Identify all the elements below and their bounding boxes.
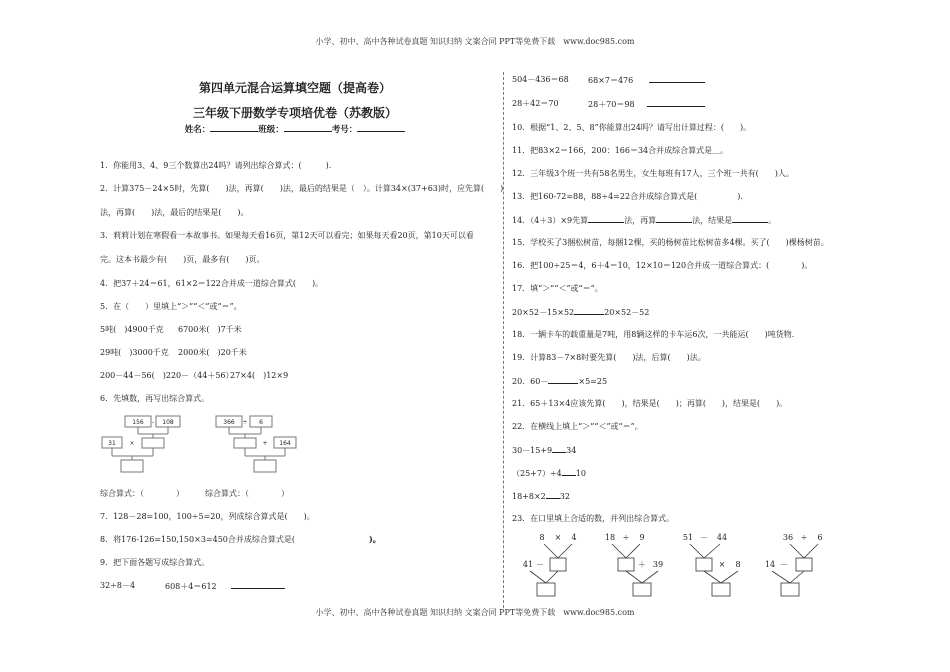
q17-left-expr: 20×52－15×52 [512,308,575,317]
class-label: 班级： [258,125,284,135]
question-14 [512,214,776,226]
q20-part-a: 20．60－ [512,377,549,386]
q23d1-op2: － [536,560,544,569]
q23d4-c: 14 [764,560,776,569]
q23d3-c: 8 [735,560,741,569]
q23d2-op2: ＋ [638,560,646,569]
question-8 [100,534,381,545]
q22c-right: 32 [559,492,570,501]
q14-part-b: 法，再算 [624,216,657,225]
r1-b-text: 68×7＝476 [588,76,634,85]
q23d4-op1: ÷ [800,533,808,542]
q23d2-op1: ÷ [622,533,630,542]
q22a-left: 30－15+9 [512,446,553,455]
exam-subtitle: 三年级下册数学专项培优卷（苏教版） [192,106,397,120]
q22a-right: 34 [566,446,577,455]
q23-diagram-4 [760,530,838,600]
q6d2-value-a: 366 [223,419,235,426]
question-16: 16．把100÷25＝4，6＋4＝10，12×10＝120合并成一道综合算式：( )。 [512,261,813,270]
q23d3-box-2[interactable] [712,583,730,596]
q9-item-b [165,580,285,592]
q23d4-op2: － [780,560,788,569]
q23d2-b: 9 [639,533,645,542]
q17-comparison [512,306,649,318]
student-info-row [100,123,490,135]
q5-row1-a: 5吨( )4900千克 [100,325,164,334]
q22b-blank[interactable] [562,467,576,476]
q6d1-value-a: 156 [132,419,144,426]
q23-diagram-2 [598,530,676,600]
question-10: 10．根据“1、2、5、8”你能算出24吗？请写出计算过程：( )。 [512,123,752,132]
q5-row3-a: 200－44－56( )220－（44＋56） [100,371,234,380]
q9-answer-blank[interactable] [231,580,285,589]
q6d1-answer-box-2[interactable] [121,460,143,472]
number-label: 考号： [331,125,358,135]
number-blank[interactable] [357,123,405,132]
question-7: 7．128－28=100，100÷5=20，列成综合算式是( )。 [100,512,315,521]
page-footer: 小学、初中、高中各种试卷真题 知识归纳 文案合同 PPT等免费下载 www.doc985.com [315,608,635,617]
question-17: 17．填“＞”“＜”或“＝”。 [512,284,603,293]
q6-diagram-2 [213,412,323,476]
question-5: 5．在（ ）里填上“＞”“＜”或“＝”。 [100,302,242,311]
q6-formula-1: 综合算式：（ ） [100,489,184,498]
question-20 [512,375,607,387]
q23d3-op1: － [700,533,708,542]
q22a-blank[interactable] [552,444,566,453]
q5-row1-b: 6700米( )7千米 [178,325,242,334]
q5-row2-a: 29吨( )3000千克 [100,348,169,357]
question-9: 9．把下面各题写成综合算式。 [100,558,210,567]
q23d1-c: 41 [522,560,534,569]
q20-part-b: ×5=25 [578,377,608,386]
q23d3-a: 51 [682,533,694,542]
q6-diagram-1 [100,412,210,476]
q22-item-a [512,444,576,456]
q23d2-c: 39 [652,560,664,569]
q22c-blank[interactable] [546,490,560,499]
q17-right-expr: 20×52－52 [604,308,650,317]
q23d2-box-1[interactable] [618,558,634,571]
class-blank[interactable] [284,123,332,132]
r2-answer-blank[interactable] [647,98,705,107]
q14-part-c: 法，结果是 [692,216,733,225]
q23-diagram-1 [520,530,598,600]
q22-item-b [512,467,586,479]
q14-blank-3[interactable] [732,214,768,223]
r2-b-text: 28＋70＝98 [588,100,635,109]
r1-a: 504－436＝68 [512,75,569,84]
question-3-line2: 完。这本书最少有( )页，最多有( )页。 [100,255,265,264]
q23d4-b: 6 [817,533,823,542]
q6-formula-2: 综合算式：（ ） [205,489,289,498]
question-4: 4．把37＋24＝61，61×2＝122合并成一道综合算式( )。 [100,279,324,288]
q23d1-b: 4 [571,533,577,542]
question-22: 22．在横线上填上“＞”“＜”或“＝”。 [512,422,643,431]
question-23: 23．在口里填上合适的数，并列出综合算式。 [512,514,675,523]
q22c-left: 18+8×2 [512,492,546,501]
q17-blank[interactable] [574,306,604,315]
q22b-right: 10 [575,469,586,478]
column-divider [503,72,504,608]
r1-b [588,74,705,86]
q23d4-a: 36 [782,533,794,542]
r1-answer-blank[interactable] [649,74,705,83]
question-3-line1: 3．莉莉计划在寒假看一本故事书。如果每天看16页，第12天可以看完；如果每天看20页，第10天可以看 [100,231,474,240]
q6d1-op2: × [129,440,135,447]
q23d4-box-2[interactable] [781,583,799,596]
q23d3-box-1[interactable] [696,558,712,571]
question-19: 19．计算83－7×8时要先算( )法，后算( )法。 [512,353,706,362]
q14-part-a: 14．（4＋3）×9先算 [512,216,589,225]
question-15: 15．学校买了3捆松树苗，每捆12棵，买的杨树苗比松树苗多4棵。买了( )棵杨树苗。 [512,238,829,247]
q23d4-box-1[interactable] [796,558,812,571]
question-6: 6．先填数，再写出综合算式。 [100,394,210,403]
q6d2-op1: ÷ [242,419,248,426]
q23d1-a: 8 [539,533,545,542]
name-label: 姓名： [184,125,211,135]
q5-row2-b: 2000米( )20千米 [178,348,247,357]
q6d2-answer-box-1[interactable] [234,438,256,448]
r2-b [588,98,705,110]
question-11: 11．把83×2＝166，200：166＝34合并成综合算式是＿。 [512,146,729,155]
question-8-end: )。 [369,534,381,544]
question-2-line1: 2．计算375－24×5时，先算( )法，再算( )法，最后的结果是（ ）。计算34×(37+63)时，应先算( ) [100,184,504,193]
q6d2-value-b: 6 [259,419,263,426]
question-1: 1．你能用3、4、9三个数算出24吗？请列出综合算式：( ). [100,161,332,170]
q23d1-op1: × [554,533,562,542]
q14-blank-2[interactable] [656,214,692,223]
question-18: 18．一辆卡车的载重量是7吨，用8辆这样的卡车运6次，一共能运( )吨货物. [512,330,795,339]
exam-title: 第四单元混合运算填空题（提高卷） [198,81,391,95]
q23d2-box-2[interactable] [633,583,651,596]
question-12: 12．三年级3个班一共有58名男生，女生每班有17人，三个班一共有( )人。 [512,169,794,178]
q6d1-value-c: 31 [108,440,116,447]
q20-blank[interactable] [548,375,578,384]
q6d2-answer-box-2[interactable] [254,460,276,472]
q23d2-a: 18 [604,533,616,542]
question-13: 13．把160-72=88，88÷4=22合并成综合算式是( ). [512,192,743,201]
q14-blank-1[interactable] [588,214,624,223]
q6d1-value-b: 108 [162,419,174,426]
question-2-line2: 法，再算( )法，最后的结果是( )。 [100,208,249,217]
page-header: 小学、初中、高中各种试卷真题 知识归纳 文案合同 PPT等免费下载 www.doc985.com [315,37,635,46]
q9-item-a: 32÷8－4 [100,581,136,590]
q23-diagram-3 [676,530,754,600]
r2-a: 28＋42＝70 [512,99,559,108]
q5-row3-b: 27×4( )12×9 [230,371,289,380]
q9-item-b-text: 608＋4＝612 [165,582,217,591]
q22-item-c [512,490,570,501]
q22b-left: （25+7）÷4 [512,469,562,478]
q6d2-value-c: 164 [279,440,291,447]
question-8-text: 8．将176-126=150,150×3=450合并成综合算式是( [100,535,296,544]
q23d3-op2: × [718,560,726,569]
q6d1-answer-box-1[interactable] [142,438,164,448]
q6d1-op1: - [151,419,155,426]
q23d3-b: 44 [716,533,728,542]
question-21: 21．65＋13×4应该先算( )，结果是( )；再算( )，结果是( )。 [512,399,788,408]
q6d2-op2: + [262,440,268,447]
name-blank[interactable] [210,123,258,132]
q23d1-box-2[interactable] [537,583,555,596]
q14-part-d: 。 [768,216,777,225]
q23d1-box-1[interactable] [550,558,566,571]
